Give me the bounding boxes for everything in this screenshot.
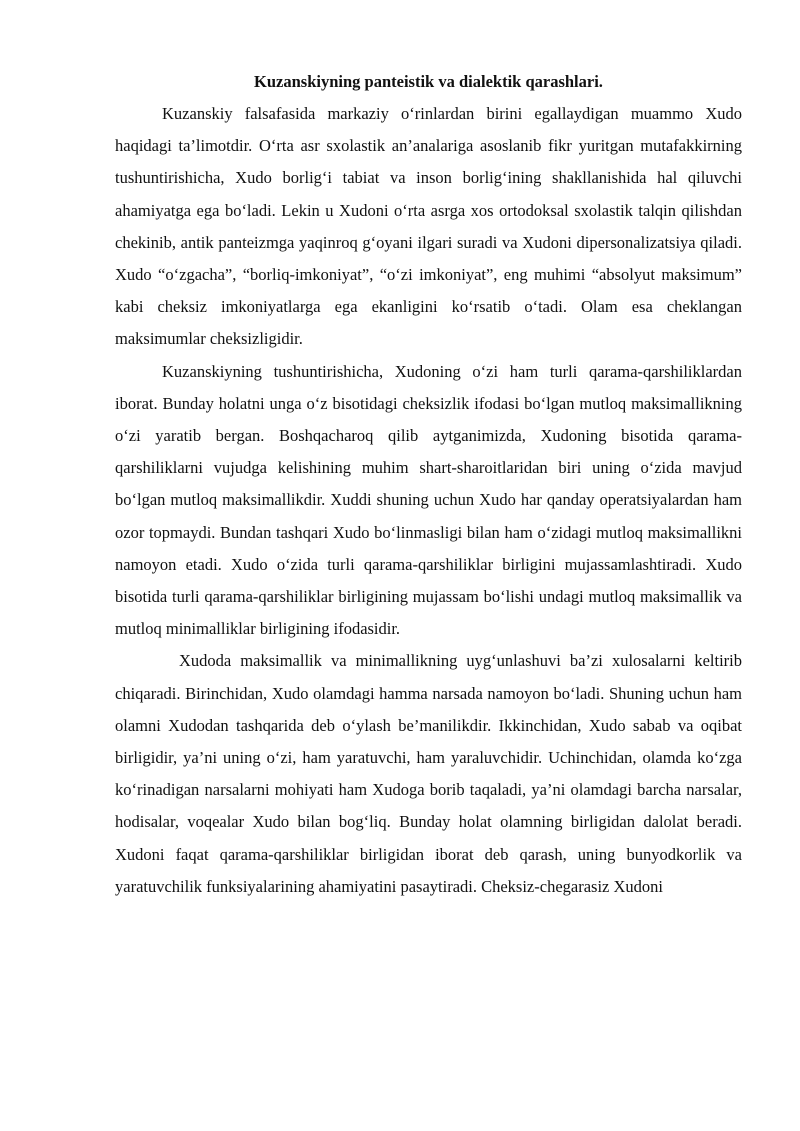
paragraph-2: Kuzanskiyning tushuntirishicha, Xudoning o‘zi ham turli qarama-qarshiliklardan iborat. Bunday holatni unga o‘z bisotidagi cheksizlik ifodasi bo‘lgan mutloq maksimallikning o‘zi yaratib bergan. Boshqacharoq qilib aytganimizda, Xudoning bisotida qarama-qarshiliklarni vujudga kelishining muhim shart-sharoitlaridan biri uning o‘zida mavjud bo‘lgan mutloq maksimallikdir. Xuddi shuning uchun Xudo har qanday operatsiyalardan ham ozor topmaydi. Bundan tashqari Xudo bo‘linmasligi bilan ham o‘zidagi mutloq maksimallikni namoyon etadi. Xudo o‘zida turli qarama-qarshiliklar birligini mujassamlashtiradi. Xudo bisotida turli qarama-qarshiliklar birligining mujassam bo‘lishi undagi mutloq maksimallik va mutloq minimalliklar birligining ifodasidir. <box>115 361 742 639</box>
paragraph-3: Xudoda maksimallik va minimallikning uyg‘unlashuvi ba’zi xulosalarni keltirib chiqaradi. Birinchidan, Xudo olamdagi hamma narsada namoyon bo‘ladi. Shuning uchun ham olamni Xudodan tashqarida deb o‘ylash be’manilikdir. Ikkinchidan, Xudo sabab va oqibat birligidir, ya’ni uning o‘zi, ham yaratuvchi, ham yaraluvchidir. Uchinchidan, olamda ko‘zga ko‘rinadigan narsalarni mohiyati ham Xudoga borib taqaladi, ya’ni olamdagi barcha narsalar, hodisalar, voqealar Xudo bilan bog‘liq. Bunday holat olamning birligidan dalolat beradi. Xudoni faqat qarama-qarshiliklar birligidan iborat deb qarash, uning bunyodkorlik va yaratuvchilik funksiyalarining ahamiyatini pasaytiradi. Cheksiz-chegarasiz Xudoni <box>115 651 742 896</box>
document-page <box>115 70 742 903</box>
document-title: Kuzanskiyning panteistik va dialektik qarashlari. <box>254 72 603 91</box>
paragraph-1: Kuzanskiy falsafasida markaziy o‘rinlardan birini egallaydigan muammo Xudo haqidagi ta’limotdir. O‘rta asr sxolastik an’analariga asoslanib fikr yuritgan mutafakkirning tushuntirishicha, Xudo borlig‘i tabiat va inson borlig‘ining shakllanishida hal qiluvchi ahamiyatga ega bo‘ladi. Lekin u Xudoni o‘rta asrga xos ortodoksal sxolastik talqin qilishdan chekinib, antik panteizmga yaqinroq g‘oyani ilgari suradi va Xudoni dipersonalizatsiya qiladi. Xudo “o‘zgacha”, “borliq-imkoniyat”, “o‘zi imkoniyat”, eng muhimi “absolyut maksimum” kabi cheksiz imkoniyatlarga ega ekanligini ko‘rsatib o‘tadi. Olam esa cheklangan maksimumlar cheksizligidir. <box>115 104 742 349</box>
